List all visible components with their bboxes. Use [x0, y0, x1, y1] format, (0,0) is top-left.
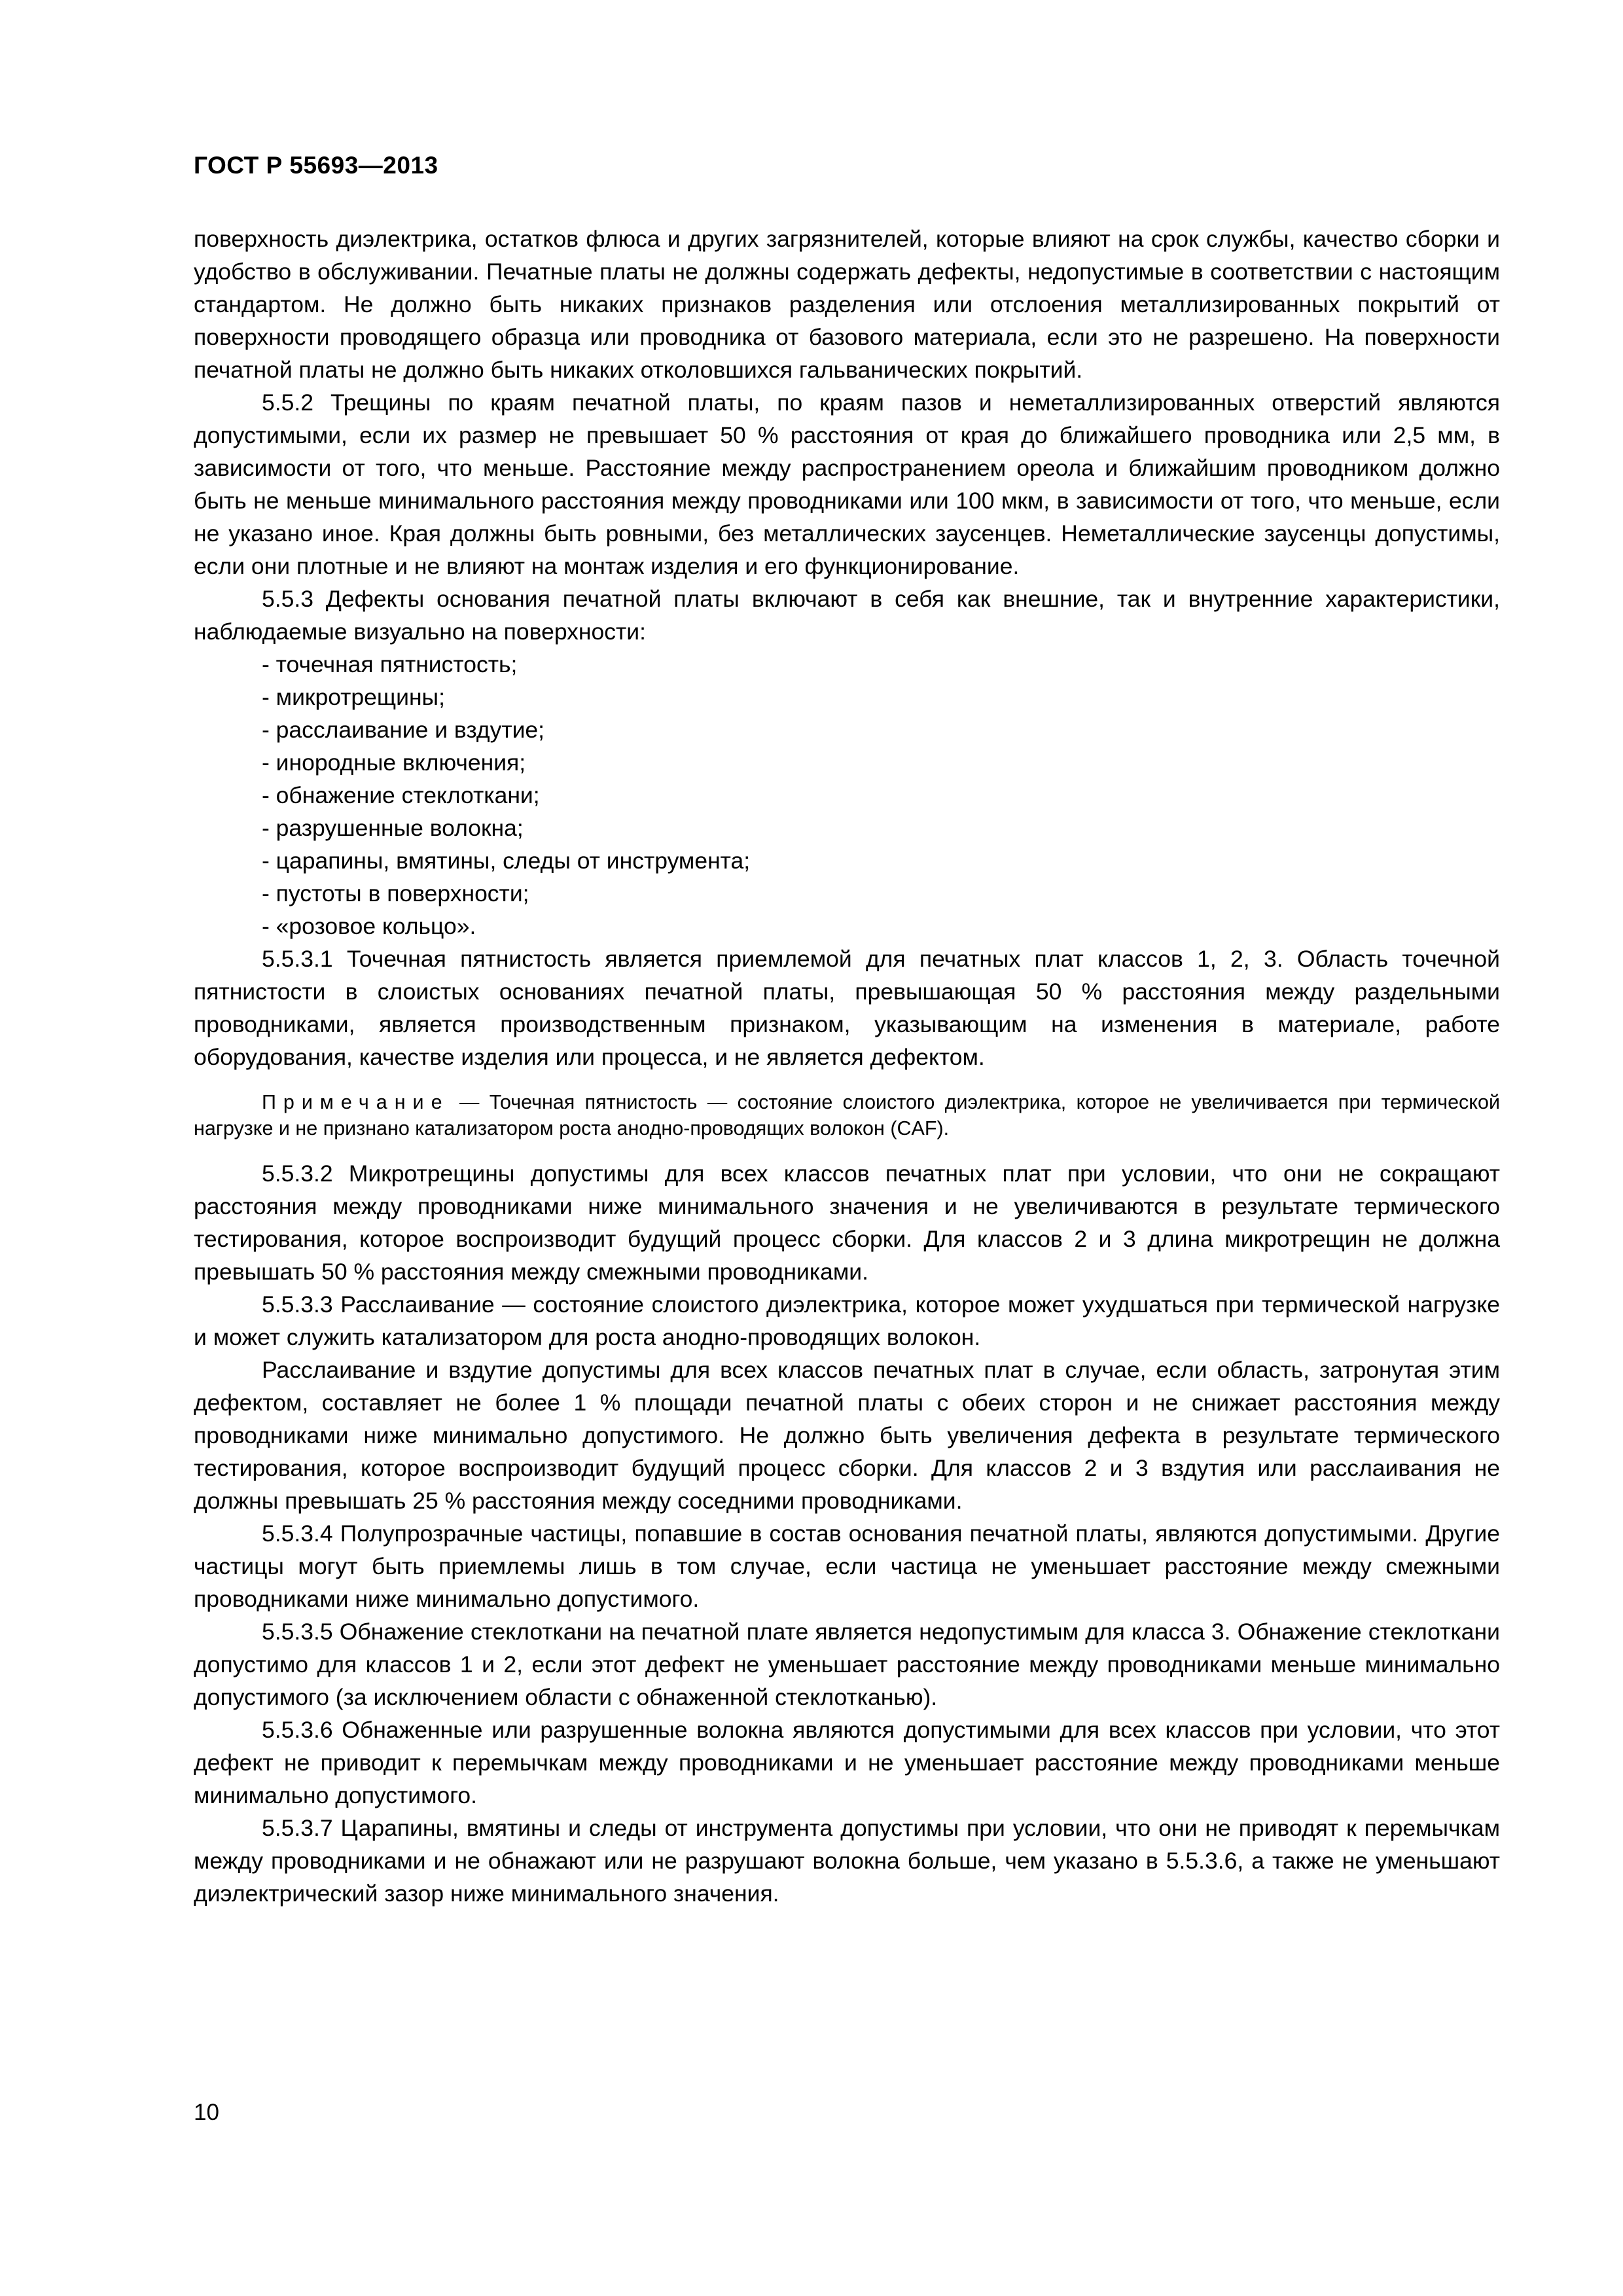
paragraph-5-5-3-1: 5.5.3.1 Точечная пятнистость является приемлемой для печатных плат классов 1, 2, 3. Область точечной пятнистости в слоистых основаниях печатной платы, превышающая 50 % расстояния между раздельными проводниками, является производственным признаком, указывающим на изменения в материале, работе оборудования, качестве изделия или процесса, и не является дефектом. [194, 946, 1500, 1070]
paragraph-5-5-3-2: 5.5.3.2 Микротрещины допустимы для всех классов печатных плат при условии, что они не сокращают расстояния между проводниками ниже минимального значения и не увеличиваются в результате термического тестирования, которое воспроизводит будущий процесс сборки. Для классов 2 и 3 длина микротрещин не должна превышать 50 % расстояния между смежными проводниками. [194, 1160, 1500, 1285]
list-item: - «розовое кольцо». [262, 913, 476, 939]
list-item: - точечная пятнистость; [262, 651, 518, 677]
paragraph-5-5-3: 5.5.3 Дефекты основания печатной платы включают в себя как внешние, так и внутренние характеристики, наблюдаемые визуально на поверхности: [194, 586, 1500, 645]
paragraph-delamination: Расслаивание и вздутие допустимы для всех классов печатных плат в случае, если область, затронутая этим дефектом, составляет не более 1 % площади печатной платы с обеих сторон и не снижает расстояния между проводниками ниже минимально допустимого. Не должно быть увеличения дефекта в результате термического тестирования, которое воспроизводит будущий процесс сборки. Для классов 2 и 3 вздутия или расслаивания не должны превышать 25 % расстояния между соседними проводниками. [194, 1357, 1500, 1514]
paragraph-continuation: поверхность диэлектрика, остатков флюса и других загрязнителей, которые влияют на срок службы, качество сборки и удобство в обслуживании. Печатные платы не должны содержать дефекты, недопустимые в соответствии с настоящим стандартом. Не должно быть никаких признаков разделения или отслоения металлизированных покрытий от поверхности проводящего образца или проводника от базового материала, если это не разрешено. На поверхности печатной платы не должно быть никаких отколовшихся гальванических покрытий. [194, 226, 1500, 383]
list-item: - пустоты в поверхности; [262, 880, 529, 906]
paragraph-5-5-3-7: 5.5.3.7 Царапины, вмятины и следы от инструмента допустимы при условии, что они не приводят к перемычкам между проводниками и не обнажают или не разрушают волокна больше, чем указано в 5.5.3.6, а также не уменьшают диэлектрический зазор ниже минимального значения. [194, 1815, 1500, 1907]
paragraph-5-5-3-6: 5.5.3.6 Обнаженные или разрушенные волокна являются допустимыми для всех классов при условии, что этот дефект не приводит к перемычкам между проводниками и не уменьшает расстояние между проводниками меньше минимально допустимого. [194, 1717, 1500, 1808]
list-item: - разрушенные волокна; [262, 815, 524, 841]
page-number: 10 [194, 2100, 219, 2125]
paragraph-5-5-3-5: 5.5.3.5 Обнажение стеклоткани на печатной плате является недопустимым для класса 3. Обнажение стеклоткани допустимо для классов 1 и 2, если этот дефект не уменьшает расстояние между проводниками меньше минимально допустимого (за исключением области с обнаженной стеклотканью). [194, 1619, 1500, 1710]
note-label: Примечание [262, 1091, 450, 1113]
list-item: - царапины, вмятины, следы от инструмента; [262, 848, 751, 874]
list-item: - обнажение стеклоткани; [262, 782, 540, 808]
paragraph-5-5-3-3: 5.5.3.3 Расслаивание — состояние слоистого диэлектрика, которое может ухудшаться при термической нагрузке и может служить катализатором для роста анодно-проводящих волокон. [194, 1291, 1500, 1350]
defects-list [194, 648, 1500, 942]
paragraph-5-5-2: 5.5.2 Трещины по краям печатной платы, по краям пазов и неметаллизированных отверстий являются допустимыми, если их размер не превышает 50 % расстояния от края до ближайшего проводника или 2,5 мм, в зависимости от того, что меньше. Расстояние между распространением ореола и ближайшим проводником должно быть не меньше минимального расстояния между проводниками или 100 мкм, в зависимости от того, что меньше, если не указано иное. Края должны быть ровными, без металлических заусенцев. Неметаллические заусенцы допустимы, если они плотные и не влияют на монтаж изделия и его функционирование. [194, 389, 1500, 579]
note-text: — Точечная пятнистость — состояние слоистого диэлектрика, которое не увеличивается при термической нагрузке и не признано катализатором роста анодно-проводящих волокон (CAF). [194, 1091, 1500, 1139]
list-item: - инородные включения; [262, 749, 526, 776]
paragraph-5-5-3-4: 5.5.3.4 Полупрозрачные частицы, попавшие в состав основания печатной платы, являются допустимыми. Другие частицы могут быть приемлемы лишь в том случае, если частица не уменьшает расстояние между смежными проводниками ниже минимально допустимого. [194, 1520, 1500, 1612]
note-block [194, 1089, 1500, 1141]
list-item: - микротрещины; [262, 684, 445, 710]
document-code-header: ГОСТ Р 55693—2013 [194, 152, 438, 179]
document-body [194, 223, 1500, 1910]
list-item: - расслаивание и вздутие; [262, 717, 545, 743]
